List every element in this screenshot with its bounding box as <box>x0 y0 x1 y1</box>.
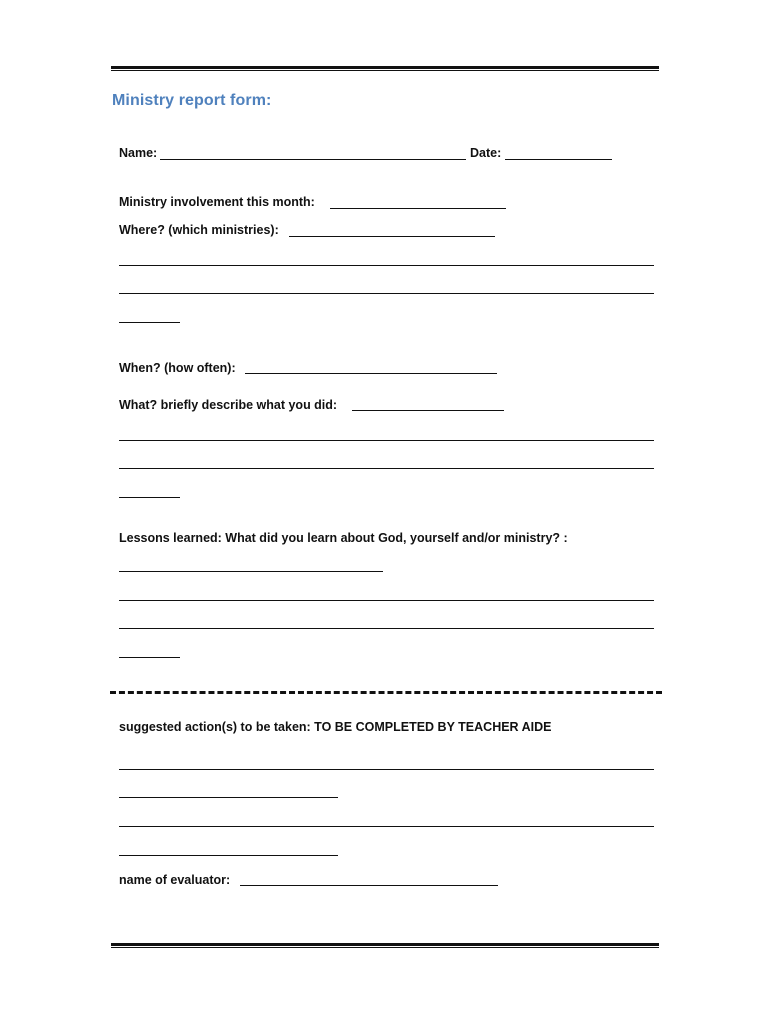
when-label: When? (how often): <box>119 361 236 375</box>
lessons-answer-line-4[interactable] <box>119 657 180 658</box>
top-border-rule <box>111 66 659 71</box>
where-label: Where? (which ministries): <box>119 223 279 237</box>
lessons-label: Lessons learned: What did you learn about God, yourself and/or ministry? : <box>119 531 568 545</box>
lessons-answer-line-3[interactable] <box>119 628 654 629</box>
where-answer-line-1[interactable] <box>119 265 654 266</box>
name-label: Name: <box>119 146 158 160</box>
involvement-label: Ministry involvement this month: <box>119 195 315 209</box>
bottom-border-rule <box>111 943 659 948</box>
teacher-section-heading: suggested action(s) to be taken: TO BE COMPLETED BY TEACHER AIDE <box>119 720 552 734</box>
where-answer-line-3[interactable] <box>119 322 180 323</box>
involvement-field[interactable] <box>330 208 506 209</box>
evaluator-label: name of evaluator: <box>119 873 231 887</box>
date-label: Date: <box>470 146 502 160</box>
where-answer-line-2[interactable] <box>119 293 654 294</box>
when-field[interactable] <box>245 373 497 374</box>
what-field[interactable] <box>352 410 504 411</box>
date-field[interactable] <box>505 159 612 160</box>
where-field[interactable] <box>289 236 495 237</box>
action-line-1[interactable] <box>119 769 654 770</box>
evaluator-field[interactable] <box>240 885 498 886</box>
section-separator <box>110 691 662 694</box>
action-line-3[interactable] <box>119 826 654 827</box>
action-line-2[interactable] <box>119 797 338 798</box>
form-title: Ministry report form: <box>112 92 272 109</box>
name-field[interactable] <box>160 159 466 160</box>
what-answer-line-2[interactable] <box>119 468 654 469</box>
action-line-4[interactable] <box>119 855 338 856</box>
what-answer-line-3[interactable] <box>119 497 180 498</box>
lessons-answer-line-1[interactable] <box>119 571 383 572</box>
lessons-answer-line-2[interactable] <box>119 600 654 601</box>
what-answer-line-1[interactable] <box>119 440 654 441</box>
what-label: What? briefly describe what you did: <box>119 398 338 412</box>
